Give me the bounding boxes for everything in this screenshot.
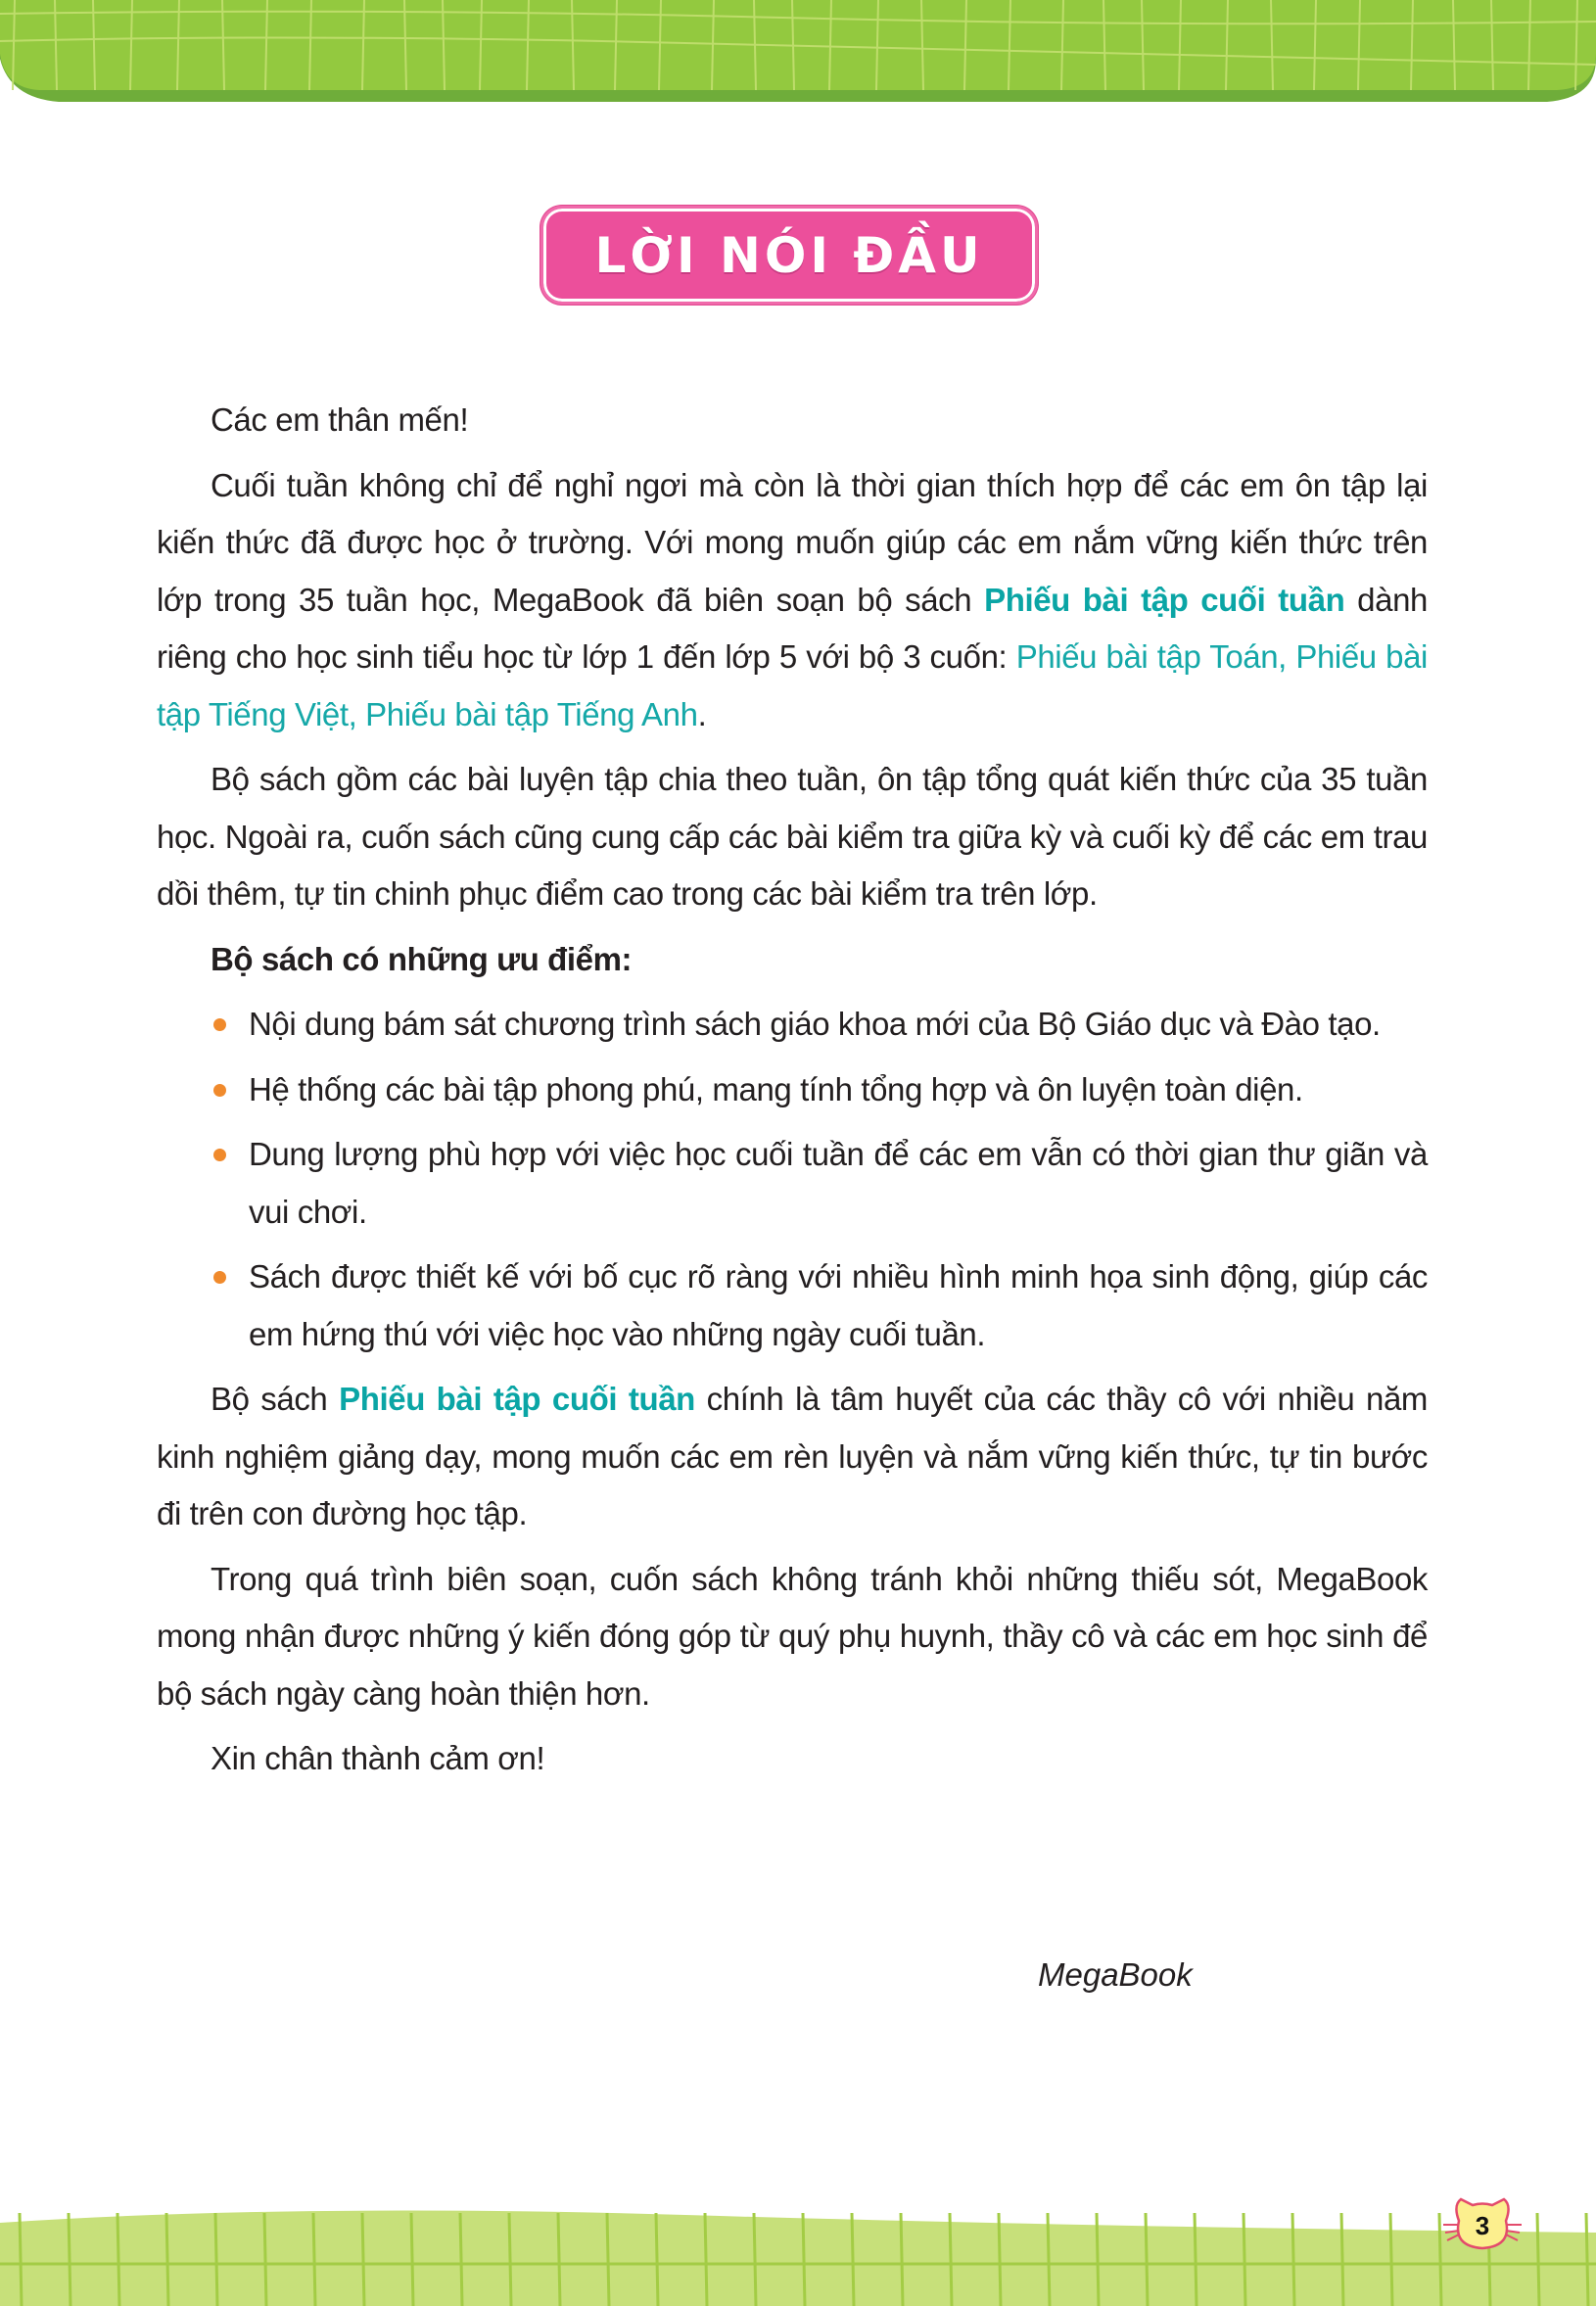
- title-banner: [540, 206, 1038, 305]
- grid-line: [117, 2213, 119, 2306]
- grid-line: [1292, 2213, 1294, 2306]
- bullet-icon: [213, 1149, 226, 1161]
- grid-line: [509, 2213, 511, 2306]
- grid-line: [754, 2213, 756, 2306]
- page-number-badge: [1439, 2191, 1526, 2254]
- grid-line: [705, 2213, 707, 2306]
- paragraph-dedication: [157, 1371, 1428, 1543]
- grid-line: [852, 2213, 854, 2306]
- list-item: [249, 1126, 1428, 1241]
- bullet-icon: [213, 1084, 226, 1097]
- book-titles: Phiếu bài tập Toán, Phiếu bài tập Tiếng Việt, Phiếu bài tập Tiếng Anh: [157, 638, 1428, 732]
- paragraph-intro: [157, 457, 1428, 744]
- grid-line: [1244, 2213, 1245, 2306]
- grid-line: [362, 2213, 364, 2306]
- bullet-icon: [213, 1018, 226, 1031]
- grid-line: [166, 2213, 168, 2306]
- series-name: Phiếu bài tập cuối tuần: [984, 581, 1345, 618]
- grid-line: [264, 2213, 266, 2306]
- grid-line: [313, 2213, 315, 2306]
- greeting: Các em thân mến!: [211, 401, 469, 438]
- grid-line: [460, 2213, 462, 2306]
- text: Bộ sách: [211, 1381, 340, 1417]
- text: .: [697, 695, 707, 732]
- list-item-text: Sách được thiết kế với bố cục rõ ràng với nhiều hình minh họa sinh động, giúp các em hứng thú với việc học vào những ngày cuối tuần.: [249, 1258, 1428, 1352]
- signature: MegaBook: [1038, 1956, 1193, 1993]
- grid-line: [558, 2213, 560, 2306]
- bottom-decorative-band: [0, 2184, 1596, 2306]
- grid-line: [20, 2213, 22, 2306]
- preface-body: [157, 392, 1428, 1796]
- grid-line: [803, 2213, 805, 2306]
- paragraph-content: Bộ sách gồm các bài luyện tập chia theo tuần, ôn tập tổng quát kiến thức của 35 tuần học. Ngoài ra, cuốn sách cũng cung cấp các bài kiểm tra giữa kỳ và cuối kỳ để các em trau dồi thêm, tự tin chinh phục điểm cao trong các bài kiểm tra trên lớp.: [157, 761, 1428, 912]
- grid-line: [1390, 2213, 1392, 2306]
- list-item-text: Hệ thống các bài tập phong phú, mang tính tổng hợp và ôn luyện toàn diện.: [249, 1070, 1303, 1107]
- grid-line: [1195, 2213, 1197, 2306]
- list-item-text: Nội dung bám sát chương trình sách giáo khoa mới của Bộ Giáo dục và Đào tạo.: [249, 1006, 1381, 1042]
- list-item: [249, 1061, 1428, 1119]
- grid-line: [1586, 2213, 1588, 2306]
- page-title: LỜI NÓI ĐẦU: [594, 226, 984, 284]
- advantages-heading: Bộ sách có những ưu điểm:: [211, 940, 633, 977]
- paragraph-feedback: Trong quá trình biên soạn, cuốn sách không tránh khỏi những thiếu sót, MegaBook mong nhận được những ý kiến đóng góp từ quý phụ huynh, thầy cô và các em học sinh để bộ sách ngày càng hoàn thiện hơn.: [157, 1560, 1428, 1712]
- grid-line: [999, 2213, 1001, 2306]
- advantages-list: [157, 996, 1428, 1363]
- grid-line: [656, 2213, 658, 2306]
- grid-line: [1537, 2213, 1539, 2306]
- grid-line: [950, 2213, 952, 2306]
- grid-line: [1048, 2213, 1050, 2306]
- grid-line: [411, 2213, 413, 2306]
- text: chính là tâm huyết của các thầy cô với nhiều năm kinh nghiệm giảng dạy, mong muốn các em rèn luyện và nắm vững kiến thức, tự tin bước đi trên con đường học tập.: [157, 1381, 1428, 1531]
- grid-line: [607, 2213, 609, 2306]
- grid-line: [1341, 2213, 1343, 2306]
- list-item: [249, 996, 1428, 1054]
- list-item: [249, 1248, 1428, 1363]
- series-name: Phiếu bài tập cuối tuần: [339, 1381, 695, 1417]
- text: dành riêng cho học sinh tiểu học từ lớp 1 đến lớp 5 với bộ 3 cuốn:: [157, 581, 1428, 675]
- grid-line: [1097, 2213, 1099, 2306]
- bullet-icon: [213, 1271, 226, 1284]
- list-item-text: Dung lượng phù hợp với việc học cuối tuần để các em vẫn có thời gian thư giãn và vui chơi.: [249, 1136, 1428, 1230]
- grid-line: [215, 2213, 217, 2306]
- grid-line: [69, 2213, 70, 2306]
- page-number: 3: [1475, 2211, 1490, 2240]
- top-decorative-band: [0, 0, 1596, 103]
- grid-line: [901, 2213, 903, 2306]
- text: Cuối tuần không chỉ để nghỉ ngơi mà còn là thời gian thích hợp để các em ôn tập lại kiến thức đã được học ở trường. Với mong muốn giúp các em nắm vững kiến thức trên lớp trong 35 tuần học, MegaBook đã biên soạn bộ sách: [157, 466, 1428, 618]
- closing: Xin chân thành cảm ơn!: [211, 1740, 545, 1776]
- grid-line: [1146, 2213, 1148, 2306]
